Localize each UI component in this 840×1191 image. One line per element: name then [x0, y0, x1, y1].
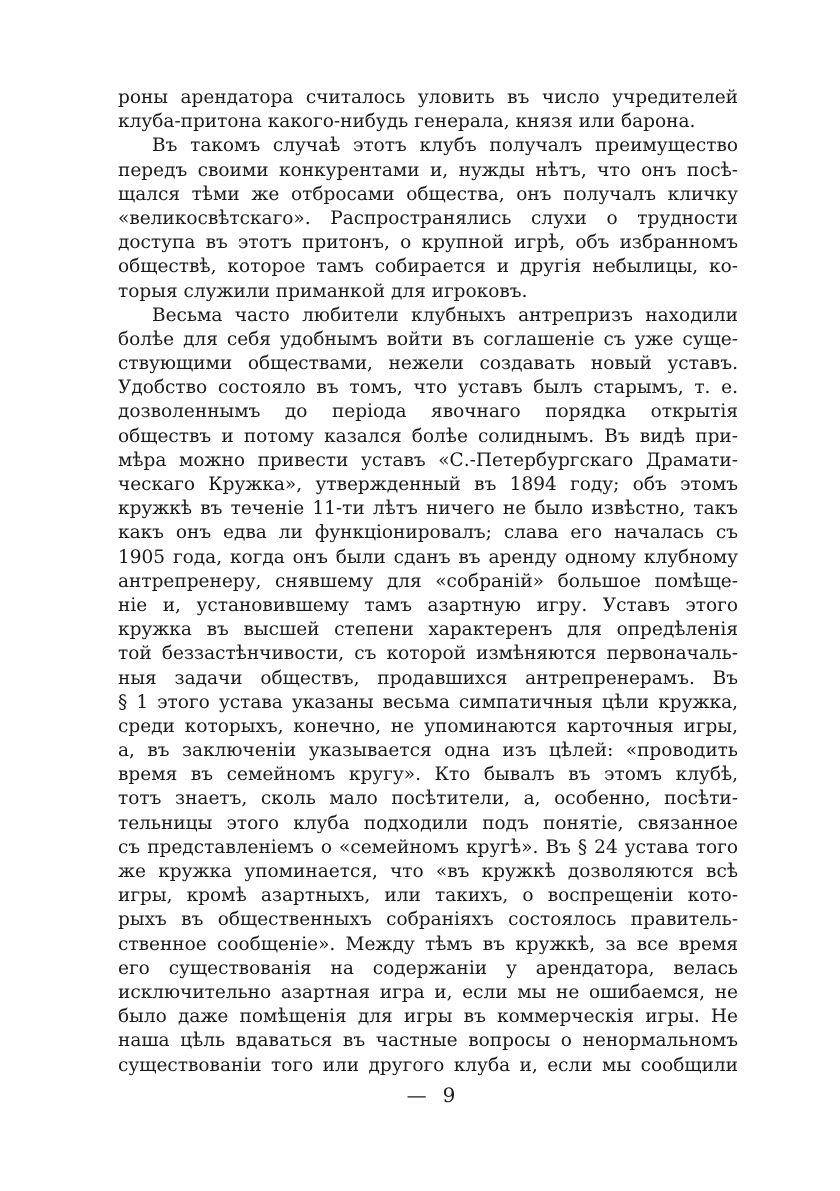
body-text — [118, 86, 738, 1078]
text-line: существованіи того или другого клуба и, если мы сообщили — [118, 1054, 738, 1076]
text-line: § 1 этого устава указаны весьма симпатичныя цѣли кружка, — [118, 691, 738, 713]
text-line: кружка въ высшей степени характеренъ для опредѣленія — [118, 619, 738, 641]
text-line: Весьма часто любители клубныхъ антрепризъ находили — [152, 304, 738, 326]
text-line: мѣра можно привести уставъ «С.-Петербургскаго Драмати- — [118, 449, 738, 471]
text-line: обществъ и потому казался болѣе солиднымъ. Въ видѣ при- — [118, 425, 738, 447]
text-line: а, въ заключеніи указывается одна изъ цѣлей: «проводить — [118, 740, 738, 762]
text-line: игры, кромѣ азартныхъ, или такихъ, о воспрещеніи кото- — [118, 885, 738, 907]
text-line: съ представленіемъ о «семейномъ кругѣ». Въ § 24 устава того — [118, 836, 738, 858]
text-line: время въ семейномъ кругу». Кто бывалъ въ этомъ клубѣ, — [118, 764, 738, 786]
text-line: дозволеннымъ до періода явочнаго порядка открытія — [118, 401, 738, 423]
text-line: ніе и, установившему тамъ азартную игру. Уставъ этого — [118, 594, 738, 616]
text-line: ческаго Кружка», утвержденный въ 1894 году; объ этомъ — [118, 474, 738, 495]
text-line: Удобство состояло въ томъ, что уставъ былъ старымъ, т. е. — [118, 377, 738, 399]
page-number-dash: — — [406, 1083, 429, 1107]
text-line: Въ такомъ случаѣ этотъ клубъ получалъ преимущество — [152, 135, 738, 157]
text-line: «великосвѣтскаго». Распространялись слухи о трудности — [118, 207, 738, 229]
text-line: кружкѣ въ теченіе 11-ти лѣтъ ничего не было извѣстно, такъ — [118, 498, 738, 520]
text-line: какъ онъ едва ли функціонировалъ; слава его началась съ — [118, 522, 738, 544]
text-line: среди которыхъ, конечно, не упоминаются карточныя игры, — [118, 715, 738, 737]
text-line: наша цѣль вдаваться въ частные вопросы о ненормальномъ — [118, 1030, 738, 1052]
text-line: его существованія на содержаніи у арендатора, велась — [118, 957, 738, 979]
text-line: клуба-притона какого-нибудь генерала, князя или барона. — [118, 111, 696, 133]
text-line: было даже помѣщенія для игры въ коммерческія игры. Не — [118, 1006, 738, 1028]
text-line: болѣе для себя удобнымъ войти въ соглашеніе съ уже суще- — [118, 328, 738, 350]
text-line: рыхъ въ общественныхъ собраніяхъ состоялось правитель- — [118, 909, 738, 931]
text-line: доступа въ этотъ притонъ, о крупной игрѣ, объ избранномъ — [118, 232, 738, 254]
text-line: 1905 года, когда онъ были сданъ въ аренду одному клубному — [118, 546, 738, 568]
text-line: торыя служили приманкой для игроковъ. — [118, 280, 528, 302]
text-line: ныя задачи обществъ, продавшихся антрепренерамъ. Въ — [118, 667, 738, 689]
text-line: тельницы этого клуба подходили подъ понятіе, связанное — [118, 812, 738, 834]
page-number — [0, 1083, 840, 1107]
page-number-value: 9 — [442, 1083, 458, 1107]
text-line: той беззастѣнчивости, съ которой измѣняются первоначаль- — [118, 643, 738, 665]
text-line: обществѣ, которое тамъ собирается и другія небылицы, ко- — [118, 256, 738, 278]
text-line: исключительно азартная игра и, если мы не ошибаемся, не — [118, 981, 738, 1003]
text-line: передъ своими конкурентами и, нужды нѣтъ, что онъ посѣ- — [118, 159, 738, 181]
text-line: ственное сообщеніе». Между тѣмъ въ кружкѣ, за все время — [118, 933, 738, 955]
text-line: ствующими обществами, нежели создавать новый уставъ. — [118, 353, 738, 375]
text-line: тотъ знаетъ, сколь мало посѣтители, а, особенно, посѣти- — [118, 788, 738, 810]
text-line: щался тѣми же отбросами общества, онъ получалъ кличку — [118, 183, 738, 205]
text-line: антрепренеру, снявшему для «собраній» большое помѣще- — [118, 570, 738, 592]
text-line: же кружка упоминается, что «въ кружкѣ дозволяются всѣ — [118, 861, 738, 882]
text-line: роны арендатора считалось уловить въ число учредителей — [118, 87, 738, 108]
